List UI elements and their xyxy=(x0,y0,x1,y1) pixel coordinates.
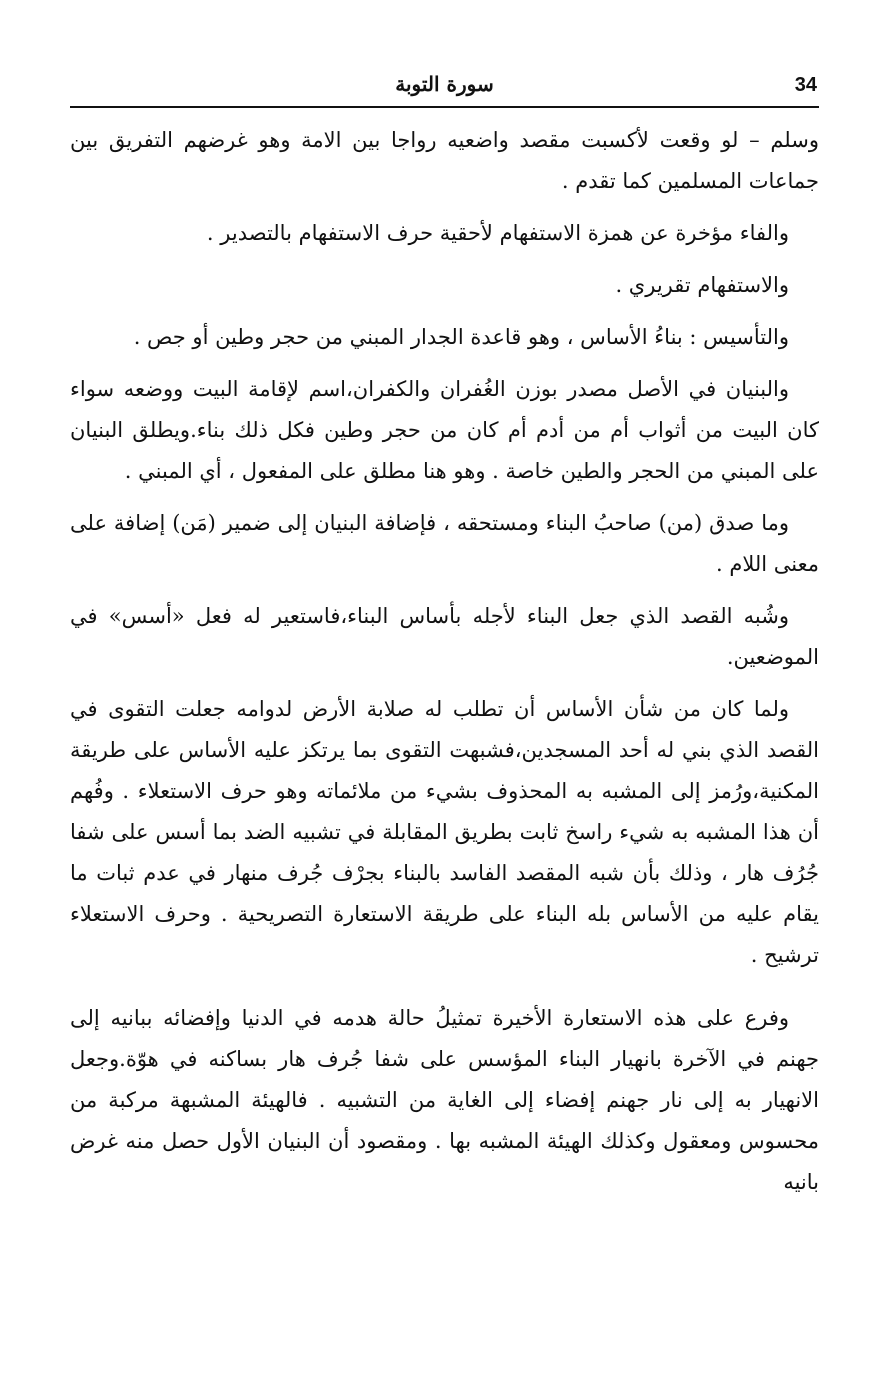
paragraph-6: وما صدق (من) صاحبُ البناء ومستحقه ، فإضافة البنيان إلى ضمير (مَن) إضافة على معنى اللام . xyxy=(70,511,819,576)
header-rule xyxy=(70,106,819,108)
paragraph-9: وفرع على هذه الاستعارة الأخيرة تمثيلُ حالة هدمه في الدنيا وإفضائه ببانيه إلى جهنم في الآخرة بانهيار البناء المؤسس على شفا جُرف هار بساكنه في هوّة.وجعل الانهيار به إلى نار جهنم إفضاء إلى الغاية من التشبيه . فالهيئة المشبهة مركبة من محسوس ومعقول وكذلك الهيئة المشبه بها . ومقصود أن البنيان الأول حصل منه غرض بانيه xyxy=(70,1006,819,1194)
page-header xyxy=(70,72,819,106)
paragraph-4: والتأسيس : بناءُ الأساس ، وهو قاعدة الجدار المبني من حجر وطين أو جص . xyxy=(133,325,789,349)
paragraph-1: وسلم – لو وقعت لأكسبت مقصد واضعيه رواجا بين الامة وهو غرضهم التفريق بين جماعات المسلمين كما تقدم . xyxy=(70,128,819,193)
paragraph-7: وشُبه القصد الذي جعل البناء لأجله بأساس البناء،فاستعير له فعل «أسس» في الموضعين. xyxy=(70,604,819,669)
paragraph-2: والفاء مؤخرة عن همزة الاستفهام لأحقية حرف الاستفهام بالتصدير . xyxy=(206,221,789,245)
paragraph-8: ولما كان من شأن الأساس أن تطلب له صلابة الأرض لدوامه جعلت التقوى في القصد الذي بني له أحد المسجدين،فشبهت التقوى بما يرتكز عليه الأساس على طريقة المكنية،ورُمز إلى المشبه به المحذوف بشيء من ملائماته وهو حرف الاستعلاء . وفُهم أن هذا المشبه به شيء راسخ ثابت بطريق المقابلة في تشبيه الضد بما أسس على شفا جُرُف هار ، وذلك بأن شبه المقصد الفاسد بالبناء بجرْف جُرف منهار في عدم ثبات ما يقام عليه من الأساس بله البناء على طريقة الاستعارة التصريحية . وحرف الاستعلاء ترشيح . xyxy=(70,697,819,967)
page-body xyxy=(70,120,819,1214)
running-title: سورة التوبة xyxy=(395,72,494,96)
paragraph-3: والاستفهام تقريري . xyxy=(615,273,789,297)
paragraph-5: والبنيان في الأصل مصدر بوزن الغُفران والكفران،اسم لإقامة البيت ووضعه سواء كان البيت من أثواب أم من أدم أم كان من حجر وطين فكل ذلك بناء.ويطلق البنيان على المبني من الحجر والطين خاصة . وهو هنا مطلق على المفعول ، أي المبني . xyxy=(70,377,819,483)
page-number: 34 xyxy=(794,74,817,96)
